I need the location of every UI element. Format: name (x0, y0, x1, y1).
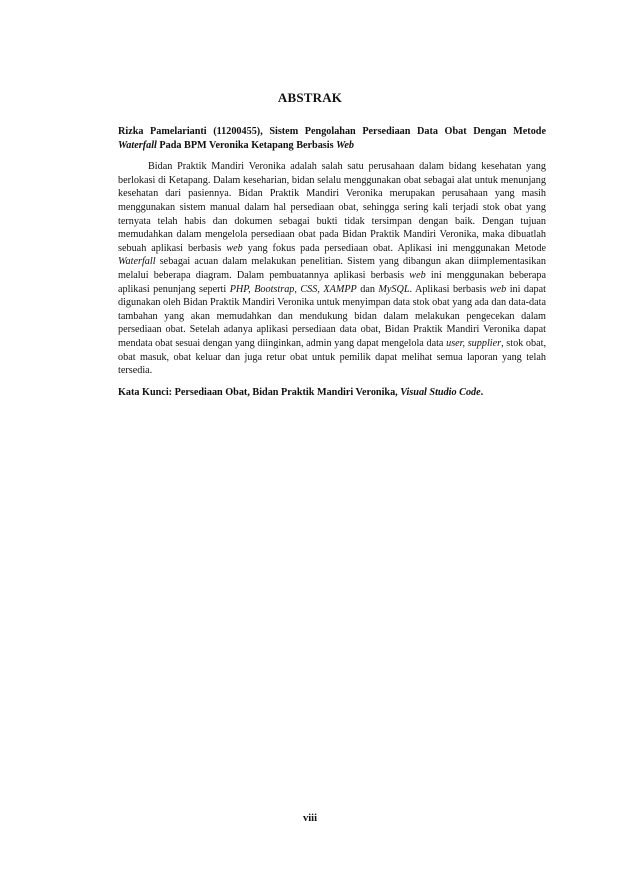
body-text-1: Bidan Praktik Mandiri Veronika adalah salah satu perusahaan dalam bidang kesehatan yang berlokasi di Ketapang. Dalam keseharian, bidan selalu menggunakan obat sebagai alat untuk menunjang kesehatan dari pasiennya. Bidan Praktik Mandiri Veronika merupakan perusahaan yang masih menggunakan sistem manual dalam hal persediaan obat, sehingga sering kali terjadi stok obat yang ternyata telah habis dan dokumen sebagai bukti tidak tersimpan dengan baik. Dengan tujuan memudahkan dalam mengelola persediaan obat pada Bidan Praktik Mandiri Veronika, maka dibuatlah sebuah aplikasi berbasis (118, 161, 546, 254)
page-title: ABSTRAK (277, 90, 343, 105)
body-text-5: dan (356, 283, 379, 295)
body-term-web-1: web (226, 242, 243, 254)
abstract-body (118, 160, 546, 378)
body-term-web-2: web (409, 269, 426, 281)
keywords-italic: Visual Studio Code (400, 386, 481, 398)
body-term-web-3: web (489, 283, 507, 295)
citation-platform: Web (336, 139, 355, 151)
body-text-8: , stok obat, obat masuk, obat keluar dan juga retur obat untuk pemilik dapat melihat semua laporan yang telah tersedia. (118, 337, 546, 377)
page-number: viii (302, 813, 317, 824)
body-term-mysql: MySQL (378, 283, 410, 295)
body-text-3: sebagai acuan dalam melakukan penelitian. Sistem yang dibangun akan diimplementasikan melalui beberapa diagram. Dalam pembuatannya aplikasi berbasis (118, 256, 546, 281)
citation (118, 125, 546, 152)
body-text-6: . Aplikasi berbasis (409, 283, 490, 295)
body-text-7: ini dapat digunakan oleh Bidan Praktik Mandiri Veronika untuk menyimpan data stok obat yang ada dan data-data tambahan yang akan memudahkan dan mendukung bidan dalam melakukan pengecekan dalam persediaan obat. Setelah adanya aplikasi persediaan data obat, Bidan Praktik Mandiri Veronika dapat mendata obat sesuai dengan yang diinginkan, admin yang dapat mengelola data (118, 283, 546, 349)
abstract-content (118, 125, 546, 399)
body-term-user-supplier: user, supplier (446, 337, 502, 349)
body-term-waterfall: Waterfall (118, 256, 156, 268)
body-text-2: yang fokus pada persediaan obat. Aplikasi ini menggunakan Metode (242, 242, 547, 254)
body-text-4: ini menggunakan beberapa aplikasi penunjang seperti (118, 269, 546, 295)
citation-text: Rizka Pamelarianti (11200455), Sistem Pengolahan Persediaan Data Obat Dengan Metode (118, 126, 546, 137)
body-term-tools: PHP, Bootstrap, CSS, XAMPP (229, 283, 357, 295)
keywords (118, 386, 546, 400)
keywords-label: Kata Kunci: Persediaan Obat, Bidan Praktik Mandiri Veronika, (118, 386, 401, 398)
citation-text-middle: Pada BPM Veronika Ketapang Berbasis (156, 139, 337, 151)
keywords-end: . (480, 386, 484, 398)
citation-method: Waterfall (118, 139, 157, 151)
